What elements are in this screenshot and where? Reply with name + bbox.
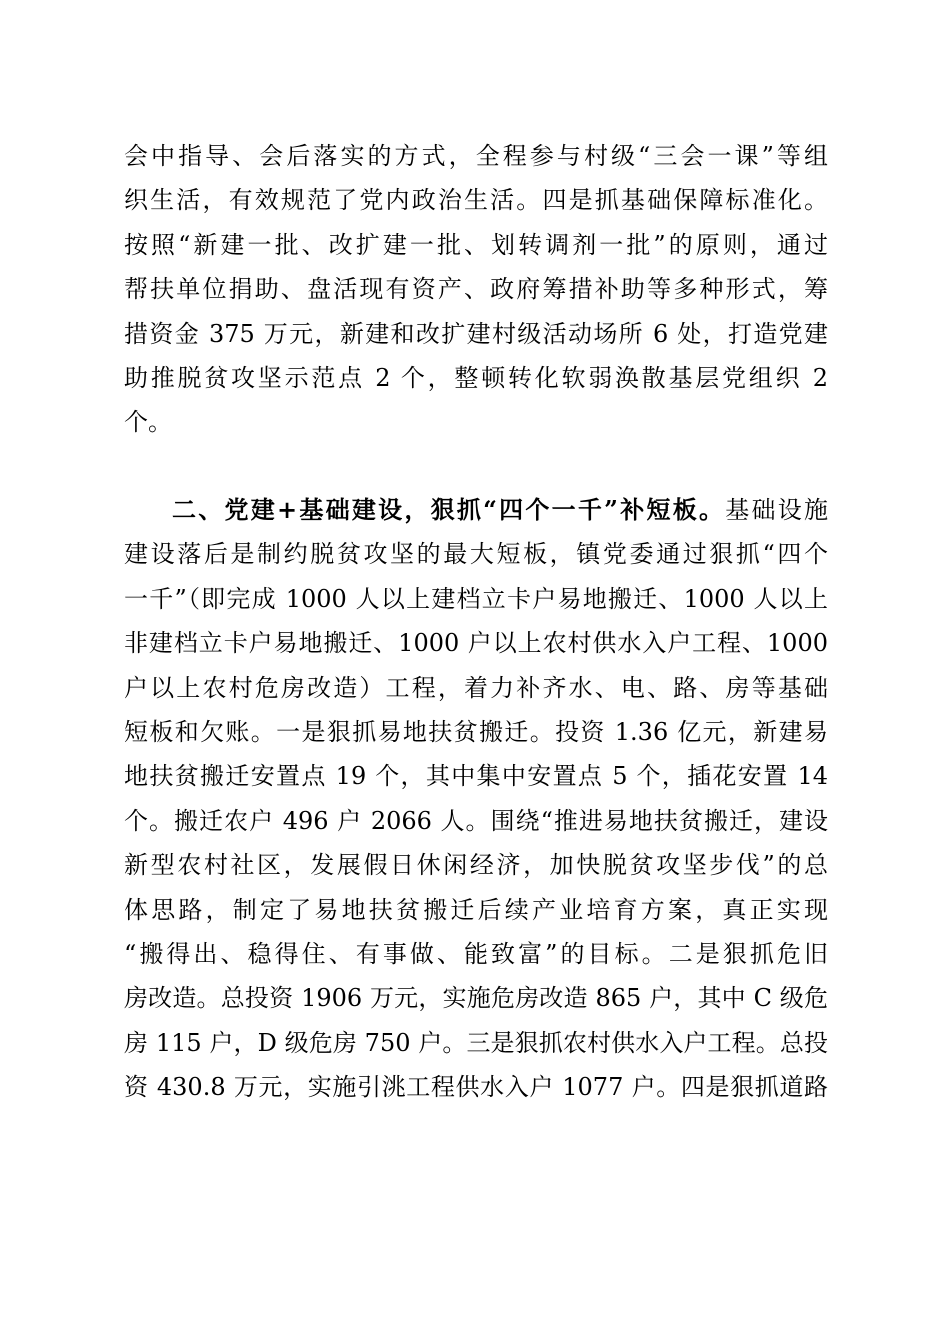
- text-line: 非建档立卡户易地搬迁、1000 户以上农村供水入户工程、1000: [124, 629, 828, 658]
- text-line: 一千”（即完成 1000 人以上建档立卡户易地搬迁、1000 人以上: [124, 584, 828, 613]
- text-line: 织生活，有效规范了党内政治生活。四是抓基础保障标准化。: [124, 186, 828, 215]
- text-line: 措资金 375 万元，新建和改扩建村级活动场所 6 处，打造党建: [124, 319, 828, 348]
- text-line: 会中指导、会后落实的方式，全程参与村级“三会一课”等组: [124, 142, 828, 170]
- text-line: 体思路，制定了易地扶贫搬迁后续产业培育方案，真正实现: [124, 895, 828, 924]
- section-heading: 二、党建+基础建设，狠抓“四个一千”补短板。: [172, 495, 726, 524]
- section-heading-rest: 基础设施: [725, 496, 828, 524]
- text-line: 新型农村社区，发展假日休闲经济，加快脱贫攻坚步伐”的总: [124, 851, 828, 880]
- text-line: 短板和欠账。一是狠抓易地扶贫搬迁。投资 1.36 亿元，新建易: [124, 717, 828, 746]
- text-line: 资 430.8 万元，实施引洮工程供水入户 1077 户。四是狠抓道路: [124, 1073, 828, 1102]
- text-line: 户以上农村危房改造）工程，着力补齐水、电、路、房等基础: [124, 673, 828, 702]
- section-heading-line: [124, 488, 828, 532]
- text-line: “搬得出、稳得住、有事做、能致富”的目标。二是狠抓危旧: [124, 939, 828, 968]
- text-line: 助推脱贫攻坚示范点 2 个，整顿转化软弱涣散基层党组织 2: [124, 363, 828, 392]
- text-line: 房改造。总投资 1906 万元，实施危房改造 865 户，其中 C 级危: [124, 984, 828, 1013]
- paragraph-standardization: [124, 134, 828, 445]
- paragraph-infrastructure: [124, 488, 828, 1109]
- text-line: 房 115 户，D 级危房 750 户。三是狠抓农村供水入户工程。总投: [124, 1028, 828, 1057]
- text-line: 个。: [124, 408, 172, 437]
- text-line: 建设落后是制约脱贫攻坚的最大短板，镇党委通过狠抓“四个: [124, 540, 828, 569]
- text-line: 帮扶单位捐助、盘活现有资产、政府筹措补助等多种形式，筹: [124, 275, 828, 304]
- text-line: 地扶贫搬迁安置点 19 个，其中集中安置点 5 个，插花安置 14: [124, 762, 828, 791]
- text-line: 按照“新建一批、改扩建一批、划转调剂一批”的原则，通过: [124, 230, 828, 259]
- text-line: 个。搬迁农户 496 户 2066 人。围绕“推进易地扶贫搬迁，建设: [124, 806, 828, 835]
